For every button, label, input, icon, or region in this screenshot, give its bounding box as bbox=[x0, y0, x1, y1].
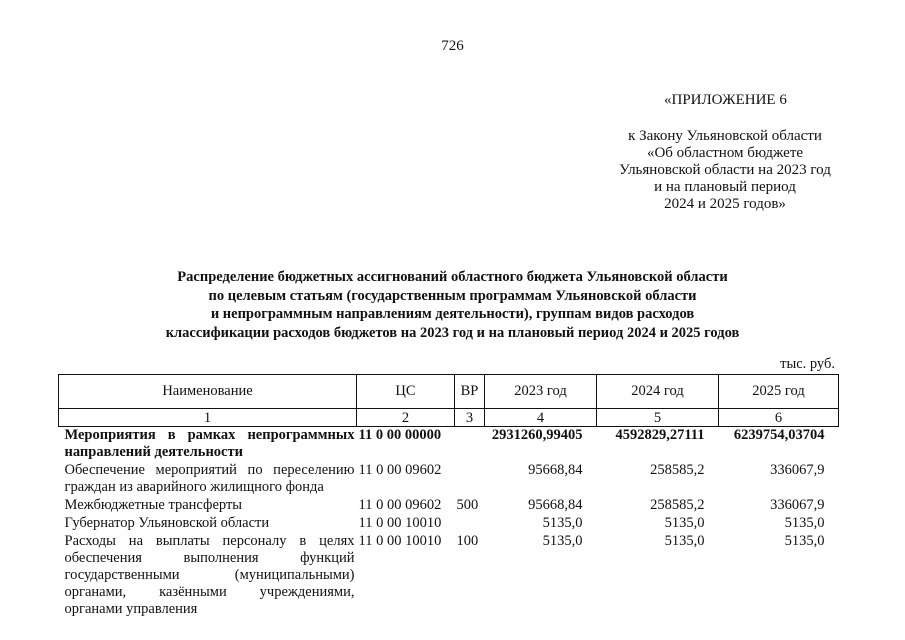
row-2025: 336067,9 bbox=[770, 497, 825, 513]
row-cs: 11 0 00 09602 bbox=[358, 462, 442, 478]
row-name: Расходы на выплаты персоналу в целях обеспечения выполнения функций государственными (муниципальными) органами, казёнными учреждениями, органами управления bbox=[64, 533, 355, 617]
table-row bbox=[59, 515, 839, 533]
row-2024: 5135,0 bbox=[664, 515, 705, 531]
title-line: классификации расходов бюджетов на 2023 год и на плановый период 2024 и 2025 годов bbox=[165, 324, 740, 341]
appendix-ref-line: и на плановый период bbox=[654, 179, 796, 195]
row-vr bbox=[455, 515, 485, 533]
document-title bbox=[0, 268, 905, 342]
table-row bbox=[59, 533, 839, 619]
appendix-reference bbox=[600, 128, 850, 213]
table-row bbox=[59, 462, 839, 497]
row-vr bbox=[455, 427, 485, 463]
title-line: и непрограммным направлениям деятельности), группам видов расходов bbox=[210, 306, 695, 322]
row-2023: 5135,0 bbox=[542, 533, 583, 549]
row-name: Межбюджетные трансферты bbox=[64, 497, 243, 513]
row-2023: 5135,0 bbox=[542, 515, 583, 531]
row-name: Губернатор Ульяновской области bbox=[64, 515, 270, 531]
header-name: Наименование bbox=[59, 375, 357, 409]
table-header-row bbox=[59, 375, 839, 409]
column-number: 6 bbox=[719, 409, 839, 427]
row-2025: 336067,9 bbox=[770, 462, 825, 478]
page-number: 726 bbox=[441, 38, 464, 54]
row-cs: 11 0 00 00000 bbox=[358, 427, 442, 443]
row-2025: 6239754,03704 bbox=[733, 427, 825, 443]
header-2025: 2025 год bbox=[719, 375, 839, 409]
row-vr: 100 bbox=[456, 533, 479, 549]
appendix-ref-line: Ульяновской области на 2023 год bbox=[619, 162, 831, 178]
row-2025: 5135,0 bbox=[784, 515, 825, 531]
row-2023: 95668,84 bbox=[528, 462, 583, 478]
appendix-ref-line: к Закону Ульяновской области bbox=[628, 128, 822, 144]
title-line: по целевым статьям (государственным программам Ульяновской области bbox=[208, 287, 697, 304]
row-2023: 95668,84 bbox=[528, 497, 583, 513]
column-number: 4 bbox=[485, 409, 597, 427]
row-2024: 258585,2 bbox=[650, 497, 705, 513]
row-cs: 11 0 00 09602 bbox=[358, 497, 442, 513]
row-2024: 4592829,27111 bbox=[615, 427, 705, 443]
appendix-ref-line: 2024 и 2025 годов» bbox=[664, 196, 786, 212]
header-2024: 2024 год bbox=[597, 375, 719, 409]
title-line: Распределение бюджетных ассигнований областного бюджета Ульяновской области bbox=[177, 269, 728, 285]
row-cs: 11 0 00 10010 bbox=[358, 515, 442, 531]
column-number: 3 bbox=[455, 409, 485, 427]
budget-table bbox=[58, 374, 839, 619]
table-row bbox=[59, 427, 839, 463]
row-name: Обеспечение мероприятий по переселению граждан из аварийного жилищного фонда bbox=[64, 462, 355, 495]
column-number: 2 bbox=[357, 409, 455, 427]
column-number-row bbox=[59, 409, 839, 427]
header-2023: 2023 год bbox=[485, 375, 597, 409]
row-2023: 2931260,99405 bbox=[491, 427, 583, 443]
units-label: тыс. руб. bbox=[780, 356, 835, 372]
header-cs: ЦС bbox=[357, 375, 455, 409]
row-cs: 11 0 00 10010 bbox=[358, 533, 442, 549]
column-number: 1 bbox=[59, 409, 357, 427]
appendix-title: «ПРИЛОЖЕНИЕ 6 bbox=[664, 92, 787, 108]
row-2025: 5135,0 bbox=[784, 533, 825, 549]
table-row bbox=[59, 497, 839, 515]
header-vr: ВР bbox=[455, 375, 485, 409]
row-name: Мероприятия в рамках непрограммных направлений деятельности bbox=[64, 427, 355, 460]
row-vr bbox=[455, 462, 485, 497]
row-2024: 258585,2 bbox=[650, 462, 705, 478]
row-2024: 5135,0 bbox=[664, 533, 705, 549]
appendix-ref-line: «Об областном бюджете bbox=[646, 145, 804, 161]
column-number: 5 bbox=[597, 409, 719, 427]
row-vr: 500 bbox=[456, 497, 479, 513]
